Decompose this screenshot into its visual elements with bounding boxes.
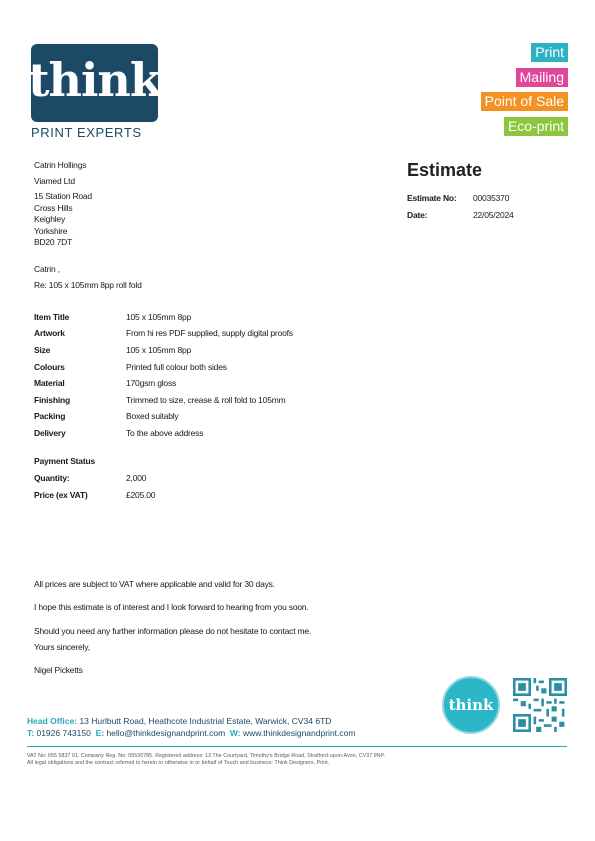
tag-point-of-sale: Point of Sale bbox=[481, 92, 568, 111]
price-value: £205.00 bbox=[126, 490, 156, 500]
web-label: W: bbox=[229, 728, 241, 738]
price-label: Price (ex VAT) bbox=[34, 490, 88, 500]
logo-subtitle: PRINT EXPERTS bbox=[31, 125, 142, 140]
qr-code-icon bbox=[513, 678, 567, 732]
spec-key: Finishing bbox=[34, 395, 70, 405]
logo-word: think bbox=[28, 53, 161, 107]
think-logo bbox=[28, 44, 161, 122]
estimate-number-label: Estimate No: bbox=[407, 193, 457, 203]
spec-value: To the above address bbox=[126, 428, 204, 438]
web-link[interactable]: www.thinkdesignandprint.com bbox=[243, 728, 356, 738]
spec-key: Size bbox=[34, 345, 51, 355]
further-line: Should you need any further information please do not hesitate to contact me. bbox=[34, 626, 312, 636]
tag-print: Print bbox=[531, 43, 568, 62]
quantity-value: 2,000 bbox=[126, 473, 147, 483]
spec-value: Printed full colour both sides bbox=[126, 362, 227, 372]
spec-key: Item Title bbox=[34, 312, 70, 322]
spec-key: Delivery bbox=[34, 428, 66, 438]
estimate-date: 22/05/2024 bbox=[473, 210, 514, 220]
tag-mailing: Mailing bbox=[516, 68, 568, 87]
salutation: Catrin , bbox=[34, 264, 60, 274]
head-office-line bbox=[27, 716, 331, 726]
recipient-name: Catrin Hollings bbox=[34, 160, 87, 170]
footer-divider bbox=[27, 746, 567, 747]
spec-key: Colours bbox=[34, 362, 65, 372]
sign-off: Yours sincerely, bbox=[34, 642, 90, 652]
address-line: Yorkshire bbox=[34, 225, 68, 236]
email-label: E: bbox=[95, 728, 105, 738]
signatory: Nigel Picketts bbox=[34, 665, 83, 675]
head-office-label: Head Office: bbox=[27, 716, 78, 726]
legal-line-1: VAT No: 655 5837 01. Company Reg. No: 05530785. Registered address: 13 The Courtyard, Timothy's Bridge Road, Stratford-upon-Avon, CV37 9NP. bbox=[27, 753, 386, 759]
address-line: 15 Station Road bbox=[34, 191, 92, 201]
reference-line: Re: 105 x 105mm 8pp roll fold bbox=[34, 280, 142, 290]
head-office-address: 13 Hurlbutt Road, Heathcote Industrial Estate, Warwick, CV34 6TD bbox=[79, 716, 332, 726]
contact-line bbox=[27, 728, 355, 738]
legal-line-2: All legal obligations and the contract referred to herein or otherwise in or behalf of Touch and business: Think Designers, Print. bbox=[27, 760, 330, 766]
spec-value: Trimmed to size, crease & roll fold to 105mm bbox=[126, 395, 286, 405]
quantity-label: Quantity: bbox=[34, 473, 70, 483]
spec-value: 170gsm gloss bbox=[126, 378, 177, 388]
tel-label: T: bbox=[27, 728, 35, 738]
recipient-company: Viamed Ltd bbox=[34, 175, 75, 186]
spec-key: Material bbox=[34, 378, 65, 388]
estimate-heading: Estimate bbox=[407, 160, 483, 180]
spec-value: Boxed suitably bbox=[126, 411, 179, 421]
tag-eco-print: Eco-print bbox=[504, 117, 568, 136]
estimate-date-label: Date: bbox=[407, 210, 428, 220]
spec-key: Artwork bbox=[34, 328, 65, 338]
spec-key: Packing bbox=[34, 411, 66, 421]
recipient-block bbox=[34, 160, 92, 249]
address-line: BD20 7DT bbox=[34, 237, 73, 247]
address-line: Cross Hills bbox=[34, 202, 73, 213]
hope-line: I hope this estimate is of interest and I look forward to hearing from you soon. bbox=[34, 602, 309, 612]
spec-value: 105 x 105mm 8pp bbox=[126, 312, 192, 322]
vat-note: All prices are subject to VAT where applicable and valid for 30 days. bbox=[34, 579, 275, 589]
payment-heading: Payment Status bbox=[34, 456, 95, 466]
spec-value: From hi res PDF supplied, supply digital proofs bbox=[126, 328, 293, 338]
spec-value: 105 x 105mm 8pp bbox=[126, 345, 192, 355]
email-link[interactable]: hello@thinkdesignandprint.com bbox=[106, 728, 226, 738]
address-line: Keighley bbox=[34, 214, 66, 224]
think-badge bbox=[442, 676, 500, 734]
estimate-number: 00035370 bbox=[473, 193, 510, 203]
tel-value: 01926 743150 bbox=[36, 728, 91, 738]
badge-word: think bbox=[448, 696, 494, 714]
